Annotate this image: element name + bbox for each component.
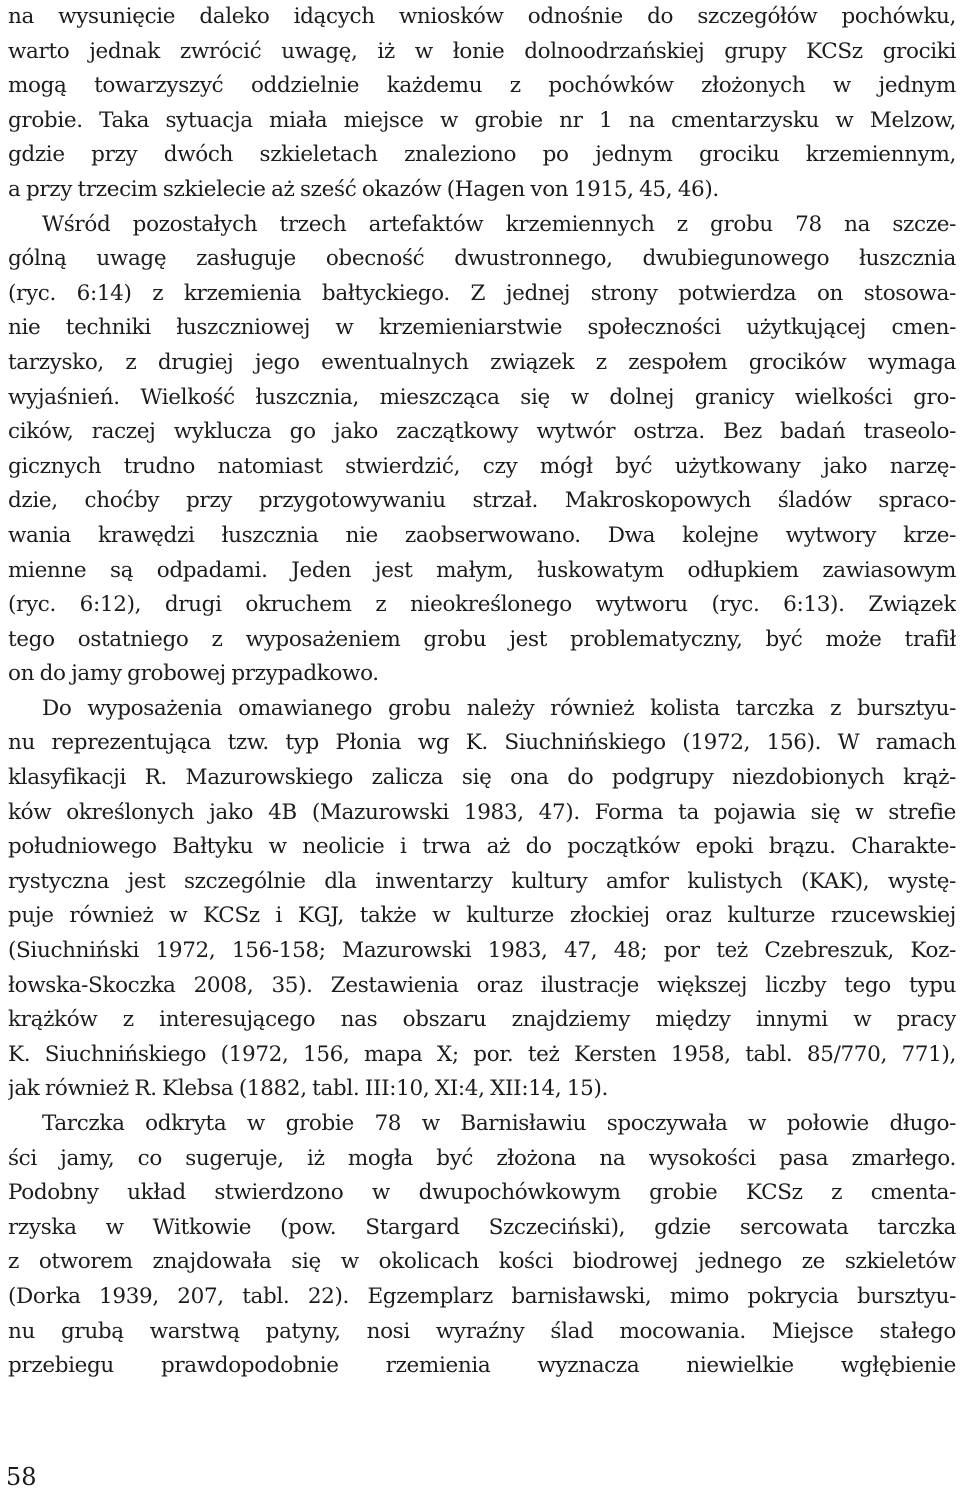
paragraph-start-line: Wśród pozostałych trzech artefaktów krzemiennych z grobu 78 na szcze- <box>42 211 956 237</box>
text-line: klasyfikacji R. Mazurowskiego zalicza się ona do podgrupy niezdobionych krąż- <box>8 765 956 791</box>
text-line: K. Siuchnińskiego (1972, 156, mapa X; por. też Kersten 1958, tabl. 85/770, 771), <box>8 1041 956 1067</box>
text-line: (ryc. 6:14) z krzemienia bałtyckiego. Z jednej strony potwierdza on stosowa- <box>8 280 956 306</box>
text-line: jak również R. Klebsa (1882, tabl. III:10, XI:4, XII:14, 15). <box>8 1076 609 1102</box>
text-line: nie techniki łuszczniowej w krzemieniarstwie społeczności użytkującej cmen- <box>8 315 956 341</box>
text-line: gdzie przy dwóch szkieletach znaleziono po jednym grociku krzemiennym, <box>8 142 956 168</box>
text-line: ków określonych jako 4B (Mazurowski 1983, 47). Forma ta pojawia się w strefie <box>8 799 956 825</box>
text-line: cików, raczej wyklucza go jako zaczątkowy wytwór ostrza. Bez badań traseolo- <box>8 419 956 445</box>
text-line: on do jamy grobowej przypadkowo. <box>8 661 379 687</box>
text-line: Podobny układ stwierdzono w dwupochówkowym grobie KCSz z cmenta- <box>8 1180 956 1206</box>
text-line: puje również w KCSz i KGJ, także w kulturze złockiej oraz kulturze rzucewskiej <box>8 903 956 929</box>
text-line: ści jamy, co sugeruje, iż mogła być złożona na wysokości pasa zmarłego. <box>8 1145 956 1171</box>
text-line: na wysunięcie daleko idących wniosków odnośnie do szczegółów pochówku, <box>8 4 956 29</box>
text-line: tarzysko, z drugiej jego ewentualnych związek z zespołem grocików wymaga <box>8 349 956 375</box>
text-line: rystyczna jest szczególnie dla inwentarzy kultury amfor kulistych (KAK), wystę- <box>8 868 956 894</box>
text-line: łowska-Skoczka 2008, 35). Zestawienia oraz ilustracje większej liczby tego typu <box>8 972 956 998</box>
text-line: z otworem znajdowała się w okolicach kości biodrowej jednego ze szkieletów <box>8 1249 956 1275</box>
text-line: mogą towarzyszyć oddzielnie każdemu z pochówków złożonych w jednym <box>8 73 956 99</box>
text-line: (ryc. 6:12), drugi okruchem z nieokreślonego wytworu (ryc. 6:13). Związek <box>8 592 956 618</box>
text-line: warto jednak zwrócić uwagę, iż w łonie dolnoodrzańskiej grupy KCSz grociki <box>8 38 956 64</box>
text-line: rzyska w Witkowie (pow. Stargard Szczeciński), gdzie sercowata tarczka <box>8 1214 956 1240</box>
text-line: mienne są odpadami. Jeden jest małym, łuskowatym odłupkiem zawiasowym <box>8 557 956 583</box>
body-text <box>8 0 956 1384</box>
text-line: dzie, choćby przy przygotowywaniu strzał. Makroskopowych śladów spraco- <box>8 488 956 514</box>
text-line: krążków z interesującego nas obszaru znajdziemy między innymi w pracy <box>8 1007 956 1033</box>
text-line: południowego Bałtyku w neolicie i trwa aż do początków epoki brązu. Charakte- <box>8 834 956 860</box>
text-line: (Siuchniński 1972, 156-158; Mazurowski 1983, 47, 48; por też Czebreszuk, Koz- <box>8 938 956 964</box>
text-line: tego ostatniego z wyposażeniem grobu jest problematyczny, być może trafił <box>8 626 956 652</box>
text-line: wyjaśnień. Wielkość łuszcznia, mieszcząca się w dolnej granicy wielkości gro- <box>8 384 956 410</box>
text-line: przebiegu prawdopodobnie rzemienia wyznacza niewielkie wgłębienie <box>8 1353 956 1379</box>
paragraph-start-line: Do wyposażenia omawianego grobu należy również kolista tarczka z bursztyu- <box>42 695 956 721</box>
text-line: (Dorka 1939, 207, tabl. 22). Egzemplarz barnisławski, mimo pokrycia bursztyu- <box>8 1283 956 1309</box>
text-line: gólną uwagę zasługuje obecność dwustronnego, dwubiegunowego łuszcznia <box>8 246 956 272</box>
text-line: a przy trzecim szkielecie aż sześć okazów (Hagen von 1915, 45, 46). <box>8 176 719 202</box>
paragraph-start-line: Tarczka odkryta w grobie 78 w Barnisławiu spoczywała w połowie długo- <box>42 1111 956 1136</box>
page-number: 58 <box>6 1463 37 1491</box>
text-line: nu grubą warstwą patyny, nosi wyraźny ślad mocowania. Miejsce stałego <box>8 1318 956 1344</box>
text-line: nu reprezentująca tzw. typ Płonia wg K. Siuchnińskiego (1972, 156). W ramach <box>8 730 956 756</box>
text-line: grobie. Taka sytuacja miała miejsce w grobie nr 1 na cmentarzysku w Melzow, <box>8 107 956 133</box>
text-line: wania krawędzi łuszcznia nie zaobserwowano. Dwa kolejne wytwory krze- <box>8 522 956 548</box>
text-line: gicznych trudno natomiast stwierdzić, czy mógł być użytkowany jako narzę- <box>8 453 956 479</box>
